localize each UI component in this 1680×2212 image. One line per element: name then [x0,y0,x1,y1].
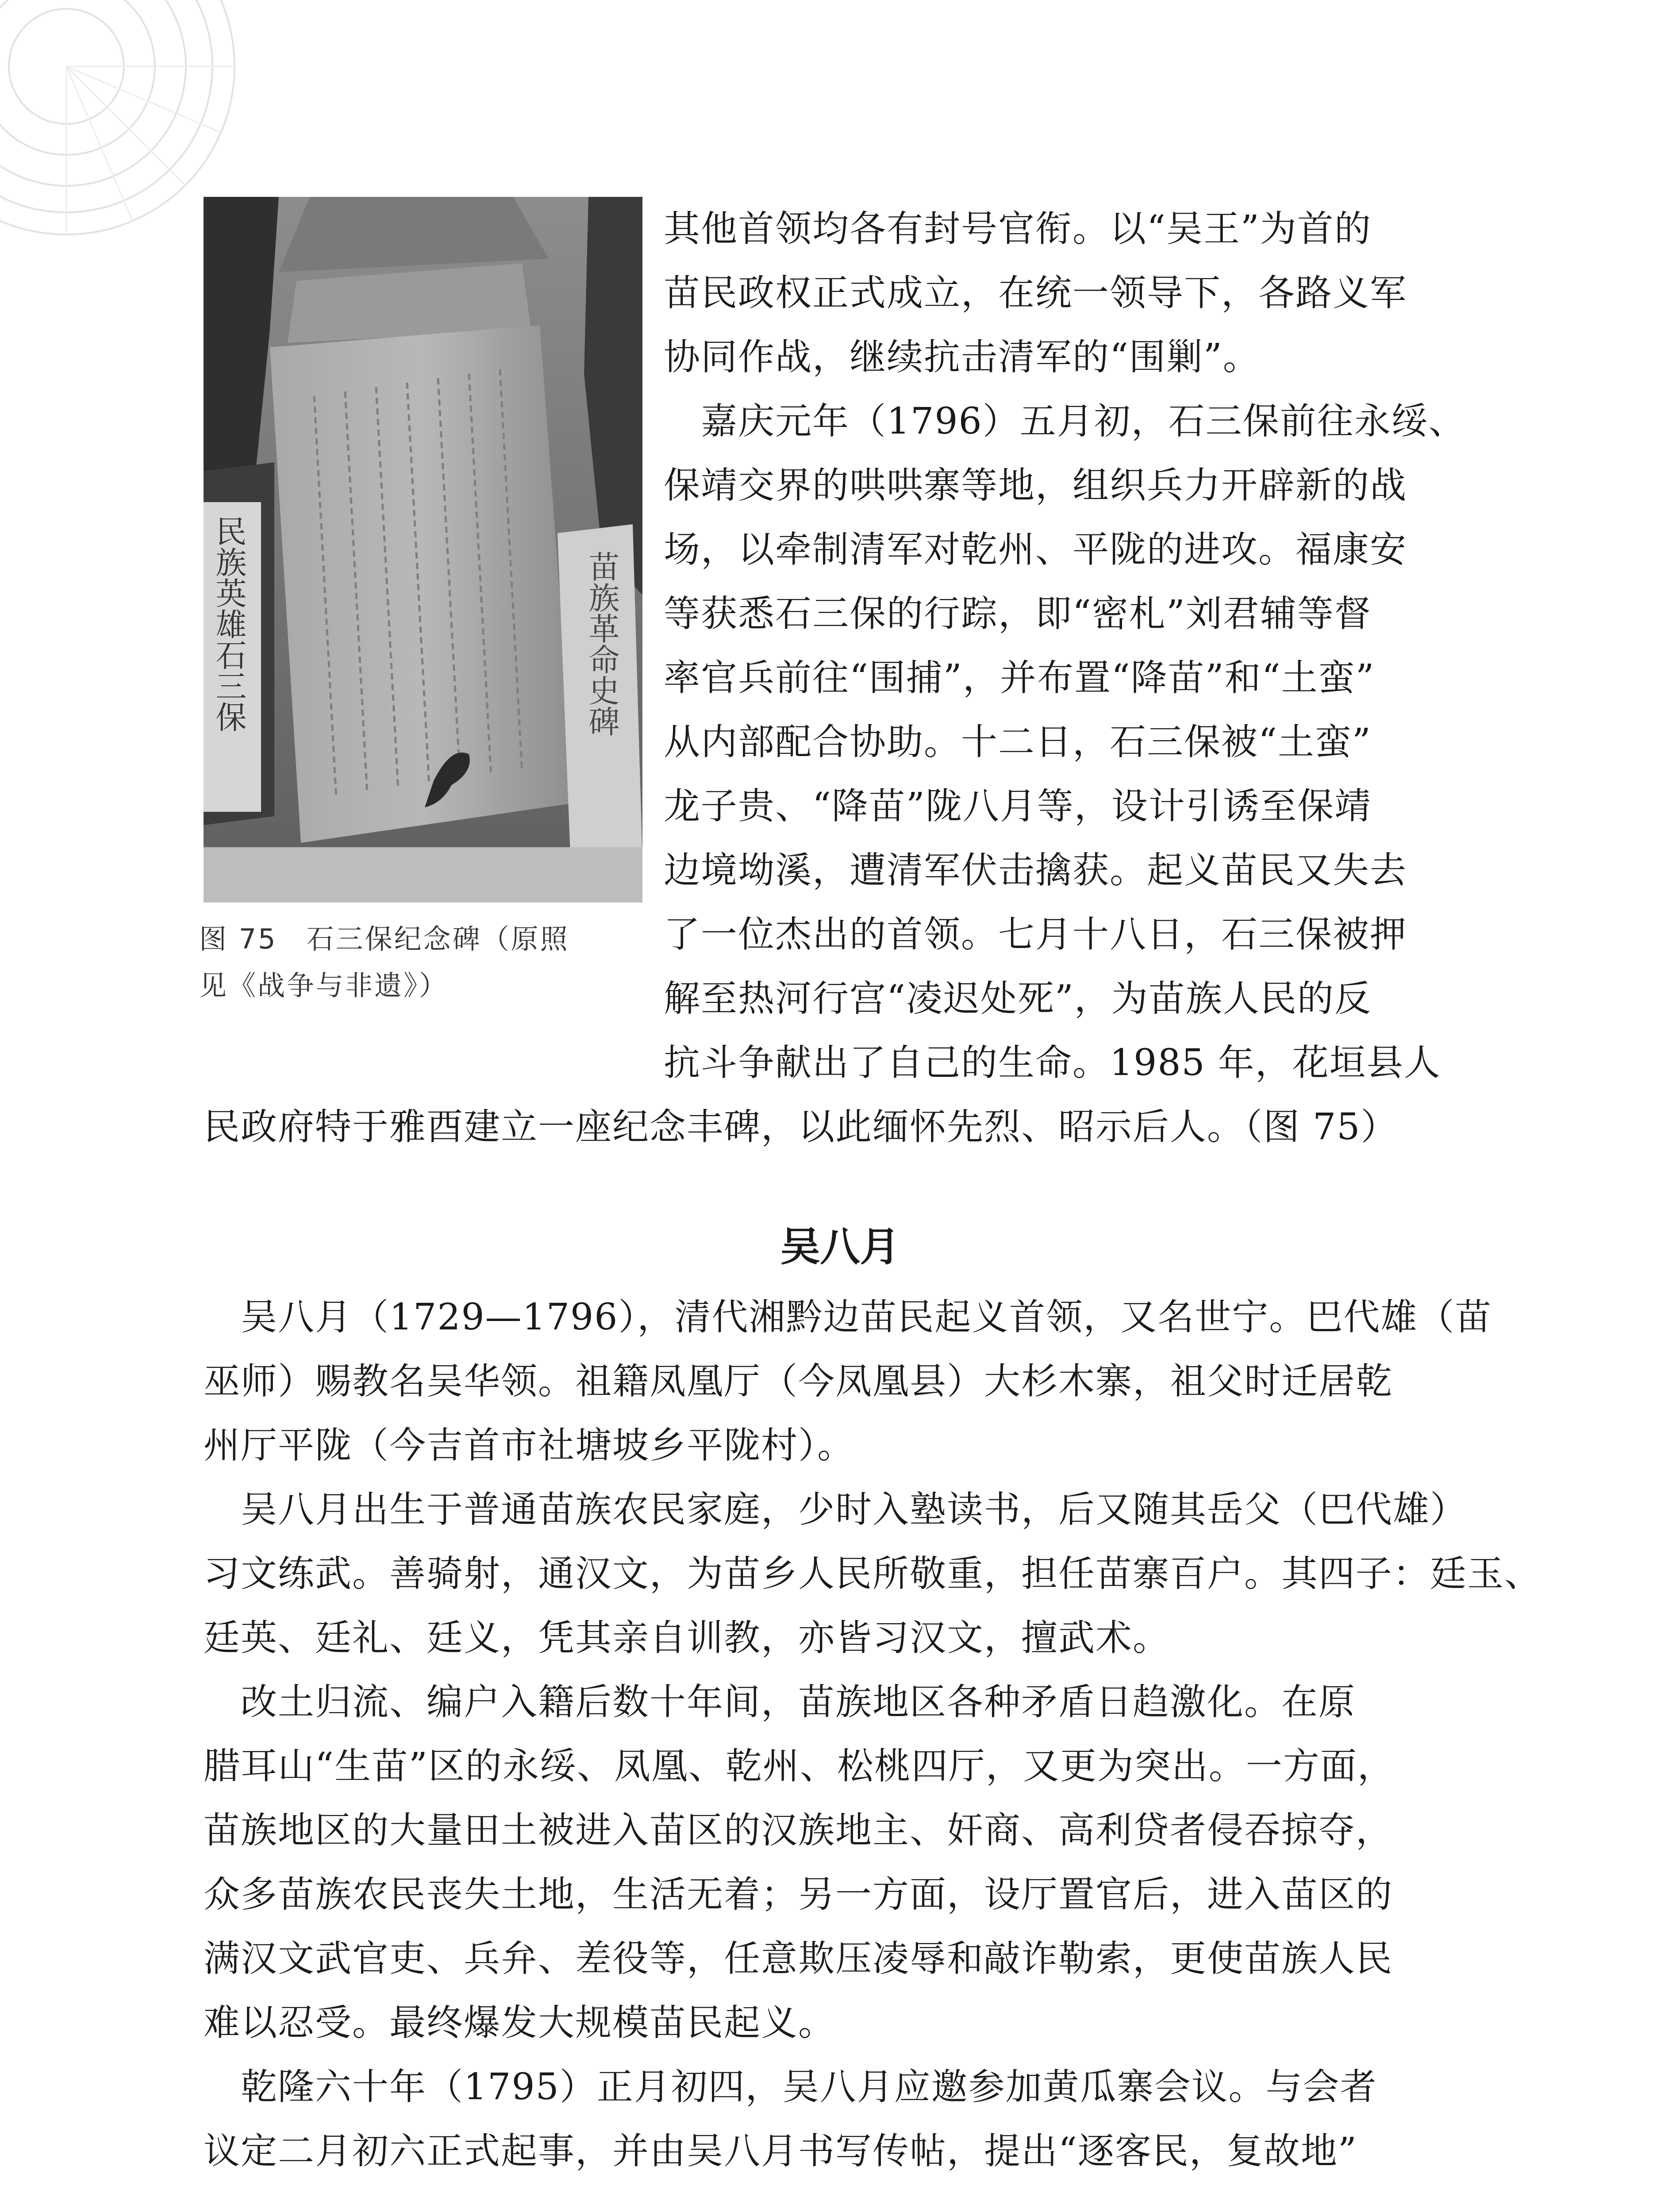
text-line: 边境坳溪，遭清军伏击擒获。起义苗民又失去 [664,849,1407,891]
text-line: 嘉庆元年（1796）五月初，石三保前往永绥、 [664,400,1466,442]
text-line: 改土归流、编户入籍后数十年间，苗族地区各种矛盾日趋激化。在原 [204,1681,1356,1723]
text-line: 民政府特于雅酉建立一座纪念丰碑，以此缅怀先烈、昭示后人。（图 75） [204,1106,1398,1148]
memorial-stele-photo [204,197,642,902]
caption-line: 见《战争与非遗》） [199,969,449,1002]
text-line: 率官兵前往“围捕”，并布置“降苗”和“土蛮” [664,657,1375,699]
text-line: 协同作战，继续抗击清军的“围剿”。 [664,336,1260,378]
text-line: 龙子贵、“降苗”陇八月等，设计引诱至保靖 [664,785,1372,827]
text-line: 苗民政权正式成立，在统一领导下，各路义军 [664,272,1407,314]
section2-text [204,1285,1542,2183]
text-line: 吴八月（1729—1796），清代湘黔边苗民起义首领，又名世宁。巴代雄（苗 [204,1296,1492,1338]
section1-last-line [204,1095,1398,1159]
text-line: 州厅平陇（今吉首市社塘坡乡平陇村）。 [204,1425,855,1467]
section-heading: 吴八月 [780,1224,900,1270]
figure-caption [199,916,646,1009]
text-line: 抗斗争献出了自己的生命。1985 年，花垣县人 [664,1042,1441,1084]
text-line: 腊耳山“生苗”区的永绥、凤凰、乾州、松桃四厅，又更为突出。一方面， [204,1745,1395,1787]
left-column-inscription: 民族英雄石三保 [211,515,247,732]
text-line: 场，以牵制清军对乾州、平陇的进攻。福康安 [664,529,1407,571]
text-line: 苗族地区的大量田土被进入苗区的汉族地主、奸商、高利贷者侵吞掠夺， [204,1809,1393,1851]
right-column-inscription: 苗族革命史碑 [584,551,620,737]
text-line: 难以忍受。最终爆发大规模苗民起义。 [204,2002,836,2044]
text-line: 等获悉石三保的行踪，即“密札”刘君辅等督 [664,593,1372,635]
caption-line: 图 75 石三保纪念碑（原照 [199,923,569,955]
text-line: 满汉文武官吏、兵弁、差役等，任意欺压凌辱和敲诈勒索，更使苗族人民 [204,1938,1393,1980]
text-line: 众多苗族农民丧失土地，生活无着；另一方面，设厅置官后，进入苗区的 [204,1874,1393,1916]
text-line: 巫师）赐教名吴华领。祖籍凤凰厅（今凤凰县）大杉木寨，祖父时迁居乾 [204,1360,1393,1402]
text-line: 其他首领均各有封号官衔。以“吴王”为首的 [664,208,1372,250]
text-line: 乾隆六十年（1795）正月初四，吴八月应邀参加黄瓜寨会议。与会者 [204,2066,1377,2108]
text-line: 议定二月初六正式起事，并由吴八月书写传帖，提出“逐客民，复故地” [204,2130,1357,2172]
text-line: 廷英、廷礼、廷义，凭其亲自训教，亦皆习汉文，擅武术。 [204,1617,1170,1659]
text-line: 从内部配合协助。十二日，石三保被“土蛮” [664,721,1372,763]
text-line: 保靖交界的哄哄寨等地，组织兵力开辟新的战 [664,465,1407,507]
text-line: 解至热河行宫“凌迟处死”，为苗族人民的反 [664,978,1372,1020]
text-line: 习文练武。善骑射，通汉文，为苗乡人民所敬重，担任苗寨百户。其四子：廷玉、 [204,1553,1542,1595]
text-line: 吴八月出生于普通苗族农民家庭，少时入塾读书，后又随其岳父（巴代雄） [204,1489,1468,1531]
section1-text [664,197,1466,1095]
text-line: 了一位杰出的首领。七月十八日，石三保被押 [664,914,1407,956]
